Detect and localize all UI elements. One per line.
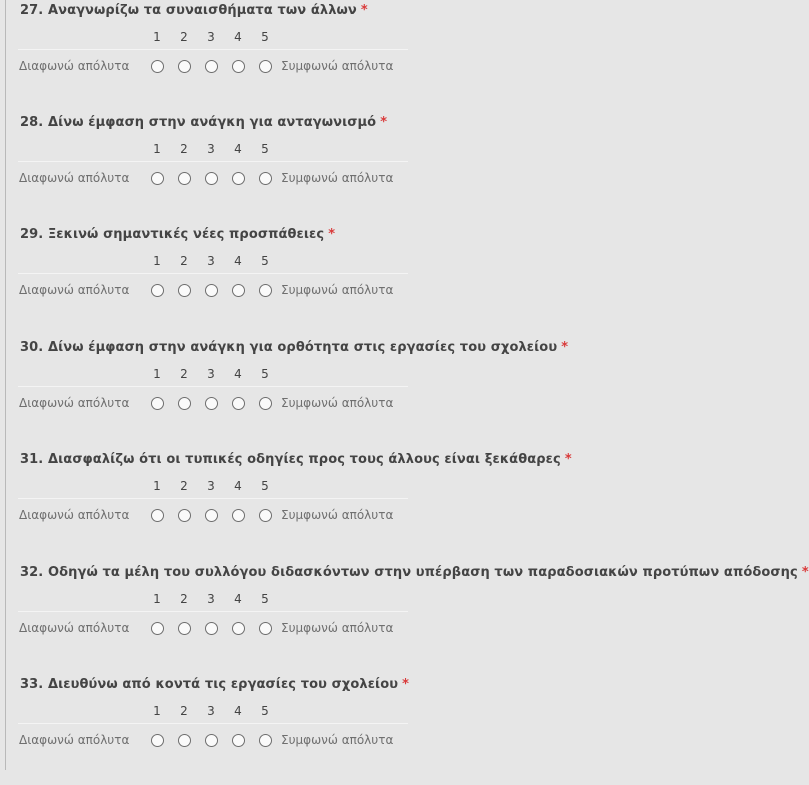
scale-number: 4 <box>234 479 242 493</box>
question-title-text: 33. Διευθύνω από κοντά τις εργασίες του σχολείου <box>20 677 399 692</box>
radio-option-5[interactable] <box>259 622 272 635</box>
question-title <box>20 565 809 580</box>
radio-option-2[interactable] <box>178 172 191 185</box>
question-block <box>0 1 788 111</box>
scale-left-label: Διαφωνώ απόλυτα <box>19 171 130 185</box>
question-title-text: 30. Δίνω έμφαση στην ανάγκη για ορθότητα στις εργασίες του σχολείου <box>20 340 558 355</box>
question-title-text: 29. Ξεκινώ σημαντικές νέες προσπάθειες <box>20 227 325 242</box>
radio-option-1[interactable] <box>151 397 164 410</box>
radio-option-3[interactable] <box>205 397 218 410</box>
radio-option-4[interactable] <box>232 397 245 410</box>
scale-number: 1 <box>153 367 161 381</box>
scale-number: 3 <box>207 704 215 718</box>
scale-divider <box>18 49 408 50</box>
scale-row <box>0 282 788 300</box>
radio-option-5[interactable] <box>259 509 272 522</box>
scale-left-label: Διαφωνώ απόλυτα <box>19 283 130 297</box>
scale-right-label: Συμφωνώ απόλυτα <box>281 171 394 185</box>
scale-right-label: Συμφωνώ απόλυτα <box>281 283 394 297</box>
scale-number: 1 <box>153 592 161 606</box>
radio-option-1[interactable] <box>151 622 164 635</box>
scale-number: 5 <box>261 254 269 268</box>
scale-left-label: Διαφωνώ απόλυτα <box>19 396 130 410</box>
scale-number: 4 <box>234 254 242 268</box>
scale-right-label: Συμφωνώ απόλυτα <box>281 59 394 73</box>
radio-option-5[interactable] <box>259 60 272 73</box>
scale-left-label: Διαφωνώ απόλυτα <box>19 59 130 73</box>
question-block <box>0 563 809 673</box>
required-asterisk: * <box>564 452 572 467</box>
radio-option-2[interactable] <box>178 397 191 410</box>
scale-row <box>0 395 788 413</box>
scale-right-label: Συμφωνώ απόλυτα <box>281 396 394 410</box>
radio-option-4[interactable] <box>232 60 245 73</box>
radio-option-2[interactable] <box>178 284 191 297</box>
scale-number: 2 <box>180 479 188 493</box>
radio-option-4[interactable] <box>232 172 245 185</box>
scale-number: 1 <box>153 479 161 493</box>
radio-option-1[interactable] <box>151 60 164 73</box>
radio-option-1[interactable] <box>151 284 164 297</box>
scale-number: 2 <box>180 367 188 381</box>
radio-option-4[interactable] <box>232 509 245 522</box>
question-title <box>20 115 387 130</box>
scale-number: 5 <box>261 479 269 493</box>
scale-right-label: Συμφωνώ απόλυτα <box>281 621 394 635</box>
scale-divider <box>18 723 408 724</box>
scale-left-label: Διαφωνώ απόλυτα <box>19 733 130 747</box>
scale-number: 2 <box>180 704 188 718</box>
question-block <box>0 675 788 785</box>
scale-divider <box>18 273 408 274</box>
scale-number: 4 <box>234 704 242 718</box>
required-asterisk: * <box>402 677 410 692</box>
required-asterisk: * <box>561 340 569 355</box>
scale-number: 1 <box>153 30 161 44</box>
scale-row <box>0 170 788 188</box>
question-block <box>0 225 788 335</box>
scale-right-label: Συμφωνώ απόλυτα <box>281 733 394 747</box>
radio-option-3[interactable] <box>205 172 218 185</box>
required-asterisk: * <box>380 115 388 130</box>
radio-option-3[interactable] <box>205 734 218 747</box>
scale-number: 3 <box>207 142 215 156</box>
scale-number: 2 <box>180 592 188 606</box>
question-title <box>20 227 335 242</box>
scale-number: 3 <box>207 254 215 268</box>
scale-number: 5 <box>261 30 269 44</box>
radio-option-5[interactable] <box>259 734 272 747</box>
radio-option-2[interactable] <box>178 622 191 635</box>
scale-number: 5 <box>261 142 269 156</box>
question-title <box>20 340 568 355</box>
radio-option-2[interactable] <box>178 60 191 73</box>
radio-option-3[interactable] <box>205 60 218 73</box>
question-title <box>20 3 368 18</box>
radio-option-5[interactable] <box>259 397 272 410</box>
radio-option-2[interactable] <box>178 509 191 522</box>
question-title-text: 28. Δίνω έμφαση στην ανάγκη για ανταγωνισμό <box>20 115 377 130</box>
scale-divider <box>18 161 408 162</box>
scale-number: 2 <box>180 254 188 268</box>
scale-row <box>0 58 788 76</box>
scale-number: 5 <box>261 704 269 718</box>
scale-number: 2 <box>180 142 188 156</box>
radio-option-4[interactable] <box>232 734 245 747</box>
question-title <box>20 452 572 467</box>
question-block <box>0 113 788 223</box>
question-title-text: 27. Αναγνωρίζω τα συναισθήματα των άλλων <box>20 3 357 18</box>
question-block <box>0 338 788 448</box>
scale-number: 3 <box>207 592 215 606</box>
scale-number: 4 <box>234 30 242 44</box>
scale-row <box>0 732 788 750</box>
scale-number: 1 <box>153 142 161 156</box>
scale-divider <box>18 611 408 612</box>
scale-number: 1 <box>153 254 161 268</box>
radio-option-3[interactable] <box>205 284 218 297</box>
scale-left-label: Διαφωνώ απόλυτα <box>19 508 130 522</box>
scale-number: 2 <box>180 30 188 44</box>
scale-row <box>0 507 788 525</box>
scale-divider <box>18 498 408 499</box>
radio-option-3[interactable] <box>205 622 218 635</box>
radio-option-1[interactable] <box>151 172 164 185</box>
scale-row <box>0 620 788 638</box>
scale-number: 5 <box>261 367 269 381</box>
radio-option-4[interactable] <box>232 622 245 635</box>
question-title-text: 32. Οδηγώ τα μέλη του συλλόγου διδασκόντων στην υπέρβαση των παραδοσιακών προτύπων απόδοσης <box>20 565 798 580</box>
scale-number: 4 <box>234 142 242 156</box>
scale-number: 3 <box>207 367 215 381</box>
radio-option-2[interactable] <box>178 734 191 747</box>
radio-option-3[interactable] <box>205 509 218 522</box>
radio-option-4[interactable] <box>232 284 245 297</box>
question-title <box>20 677 409 692</box>
radio-option-5[interactable] <box>259 172 272 185</box>
scale-left-label: Διαφωνώ απόλυτα <box>19 621 130 635</box>
radio-option-5[interactable] <box>259 284 272 297</box>
required-asterisk: * <box>360 3 368 18</box>
radio-option-1[interactable] <box>151 734 164 747</box>
scale-number: 3 <box>207 30 215 44</box>
question-title-text: 31. Διασφαλίζω ότι οι τυπικές οδηγίες προς τους άλλους είναι ξεκάθαρες <box>20 452 561 467</box>
radio-option-1[interactable] <box>151 509 164 522</box>
scale-number: 5 <box>261 592 269 606</box>
scale-number: 3 <box>207 479 215 493</box>
required-asterisk: * <box>328 227 336 242</box>
scale-right-label: Συμφωνώ απόλυτα <box>281 508 394 522</box>
scale-number: 4 <box>234 367 242 381</box>
scale-number: 4 <box>234 592 242 606</box>
scale-divider <box>18 386 408 387</box>
required-asterisk: * <box>801 565 809 580</box>
scale-number: 1 <box>153 704 161 718</box>
question-block <box>0 450 788 560</box>
